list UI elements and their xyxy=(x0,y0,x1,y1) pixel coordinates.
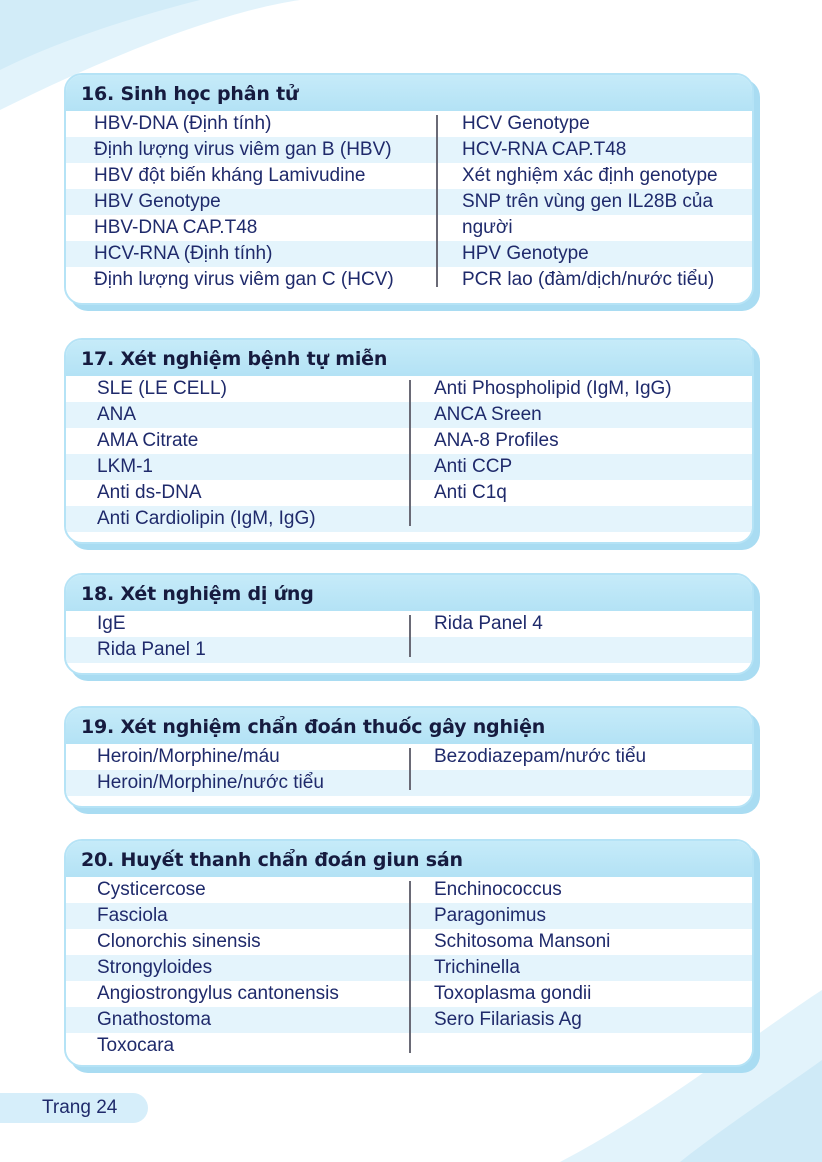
test-item: HCV-RNA (Định tính) xyxy=(94,243,273,264)
test-item: ANA xyxy=(97,404,137,425)
section-title: 19. Xét nghiệm chẩn đoán thuốc gây nghiện xyxy=(66,708,752,744)
test-item: Gnathostoma xyxy=(97,1009,212,1030)
test-item: HBV đột biến kháng Lamivudine xyxy=(94,165,366,186)
section-helminth-serology xyxy=(64,839,754,1067)
section-body xyxy=(66,611,752,663)
section-allergy-tests xyxy=(64,573,754,675)
test-item: SLE (LE CELL) xyxy=(97,378,227,399)
section-title: 16. Sinh học phân tử xyxy=(66,75,752,111)
test-item: HPV Genotype xyxy=(462,243,589,264)
test-item: LKM-1 xyxy=(97,456,153,477)
left-column xyxy=(97,611,206,663)
section-body xyxy=(66,877,752,1059)
test-item: Trichinella xyxy=(434,957,520,978)
right-column xyxy=(462,111,718,293)
test-item: ANA-8 Profiles xyxy=(434,430,559,451)
test-item: Cysticercose xyxy=(97,879,206,900)
test-item: AMA Citrate xyxy=(97,430,199,451)
test-item: Heroin/Morphine/nước tiểu xyxy=(97,772,324,793)
right-column xyxy=(434,877,610,1033)
column-divider xyxy=(409,380,411,526)
section-drug-screening xyxy=(64,706,754,808)
test-item: Anti C1q xyxy=(434,482,507,503)
section-title: 17. Xét nghiệm bệnh tự miễn xyxy=(66,340,752,376)
right-column xyxy=(434,376,672,506)
section-body xyxy=(66,744,752,796)
test-item: Toxoplasma gondii xyxy=(434,983,592,1004)
test-item: HCV Genotype xyxy=(462,113,590,134)
test-item: Xét nghiệm xác định genotype xyxy=(462,165,718,186)
column-divider xyxy=(409,881,411,1053)
test-item: Enchinococcus xyxy=(434,879,562,900)
test-item: Sero Filariasis Ag xyxy=(434,1009,582,1030)
test-item: Anti Phospholipid (IgM, IgG) xyxy=(434,378,672,399)
right-column xyxy=(434,744,646,770)
section-autoimmune-tests xyxy=(64,338,754,544)
test-item: Định lượng virus viêm gan B (HBV) xyxy=(94,139,392,160)
test-item: ANCA Sreen xyxy=(434,404,542,425)
test-item: Clonorchis sinensis xyxy=(97,931,261,952)
right-column xyxy=(434,611,543,637)
test-item: Anti ds-DNA xyxy=(97,482,202,503)
test-item: Toxocara xyxy=(97,1035,175,1056)
column-divider xyxy=(436,115,438,287)
test-item: Angiostrongylus cantonensis xyxy=(97,983,339,1004)
test-item: Định lượng virus viêm gan C (HCV) xyxy=(94,269,394,290)
section-title: 20. Huyết thanh chẩn đoán giun sán xyxy=(66,841,752,877)
test-item: SNP trên vùng gen IL28B của xyxy=(462,191,714,212)
test-item: HBV-DNA CAP.T48 xyxy=(94,217,258,238)
page-number: Trang 24 xyxy=(42,1097,118,1118)
section-body xyxy=(66,376,752,532)
column-divider xyxy=(409,748,411,790)
left-column xyxy=(97,744,324,796)
left-column xyxy=(97,376,316,532)
test-item: Paragonimus xyxy=(434,905,546,926)
column-divider xyxy=(409,615,411,657)
left-column xyxy=(94,111,394,293)
test-item: Strongyloides xyxy=(97,957,213,978)
test-item: Anti Cardiolipin (IgM, IgG) xyxy=(97,508,316,529)
test-item: Schitosoma Mansoni xyxy=(434,931,611,952)
section-title: 18. Xét nghiệm dị ứng xyxy=(66,575,752,611)
test-item: Rida Panel 4 xyxy=(434,613,543,634)
test-item: HCV-RNA CAP.T48 xyxy=(462,139,627,160)
test-item: Fasciola xyxy=(97,905,168,926)
test-item: Bezodiazepam/nước tiểu xyxy=(434,746,647,767)
test-item: HBV Genotype xyxy=(94,191,221,212)
test-item: Anti CCP xyxy=(434,456,513,477)
test-item: IgE xyxy=(97,613,126,634)
section-body xyxy=(66,111,752,293)
test-item: người xyxy=(462,217,513,238)
left-column xyxy=(97,877,339,1059)
test-item: Heroin/Morphine/máu xyxy=(97,746,280,767)
test-item: Rida Panel 1 xyxy=(97,639,206,660)
test-item: PCR lao (đàm/dịch/nước tiểu) xyxy=(462,269,715,290)
section-molecular-biology xyxy=(64,73,754,305)
test-item: HBV-DNA (Định tính) xyxy=(94,113,272,134)
